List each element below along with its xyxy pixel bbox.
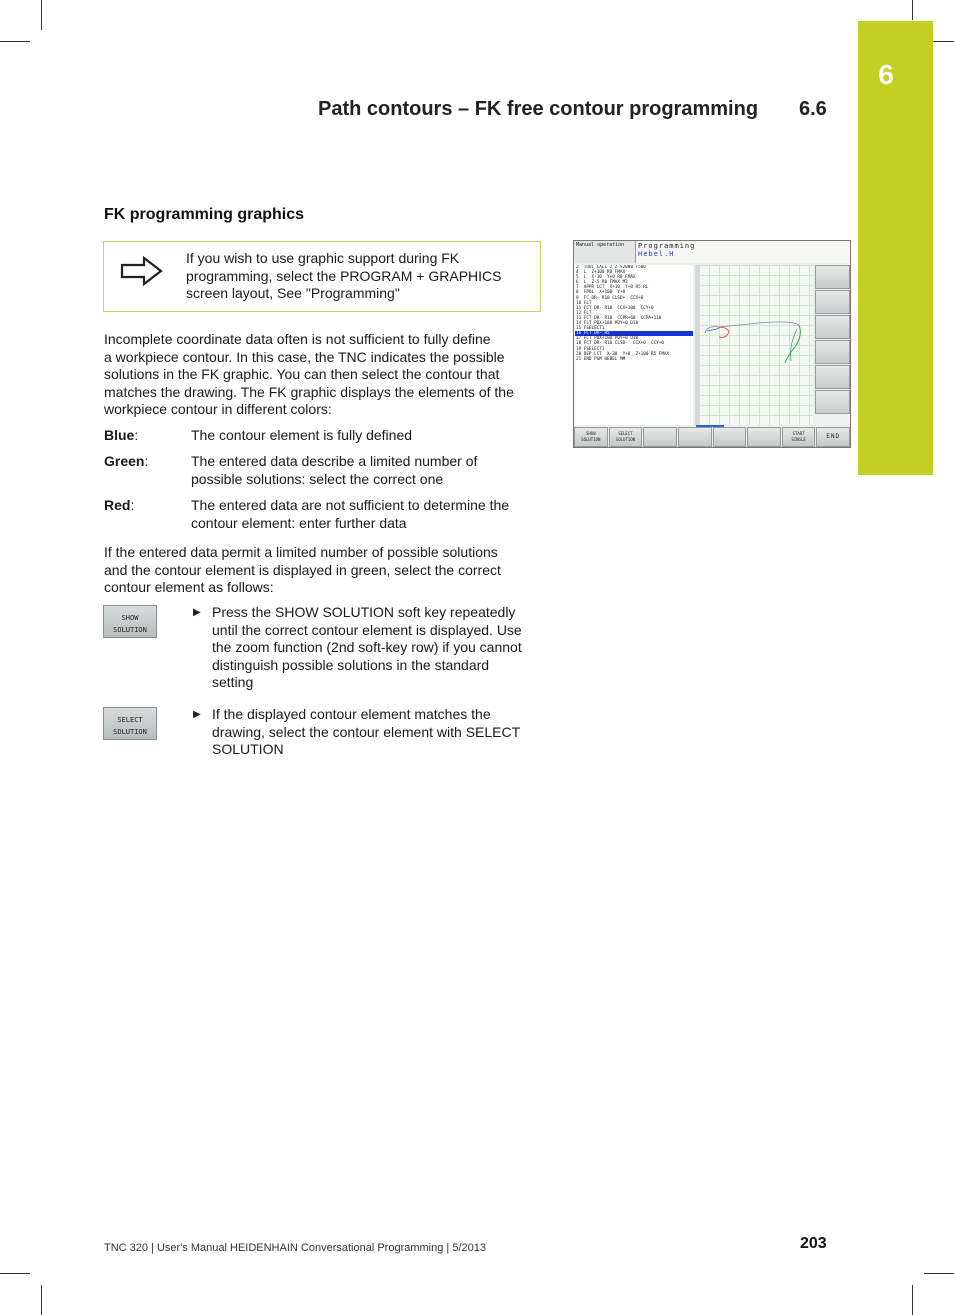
vertical-softkey[interactable] — [815, 265, 850, 289]
text-line: Incomplete coordinate data often is not sufficient to fully define — [104, 331, 491, 347]
program-line[interactable]: 15 FSELECT1 — [576, 326, 605, 332]
program-line[interactable]: 20 DEP LCT X-30 Y+0 Z+100 R5 FMAX — [576, 351, 670, 357]
fk-contour-graphic — [699, 265, 813, 425]
vertical-softkey[interactable] — [815, 290, 850, 314]
text-line: matches the drawing. The FK graphic displays the elements of the — [104, 383, 514, 400]
text-line: If the displayed contour element matches the — [212, 706, 491, 722]
program-listing — [575, 265, 693, 425]
term-label: Green — [104, 453, 145, 469]
softkey-label: SINGLE — [791, 437, 806, 442]
softkey-label: SELECT — [618, 431, 633, 436]
text-line: workpiece contour in different colors: — [104, 401, 332, 417]
term-separator: : — [144, 453, 149, 469]
vertical-softkey[interactable] — [815, 390, 850, 414]
bullet-arrow-icon: ▶ — [193, 709, 201, 720]
horizontal-softkey-bar — [574, 427, 850, 447]
program-line[interactable]: 6 L Z-5 R0 FMAX M3 — [576, 280, 628, 286]
tnc-screenshot — [573, 240, 851, 448]
note-line: If you wish to use graphic support during FK — [186, 250, 460, 266]
crop-mark — [0, 41, 30, 42]
text-line: solutions in the FK graphic. You can then select the contour that — [104, 366, 500, 382]
empty-softkey[interactable] — [747, 427, 781, 447]
program-line[interactable]: 14 FLT PDX+100 PDY+0 D10 — [576, 321, 639, 327]
footer-text: TNC 320 | User's Manual HEIDENHAIN Conversational Programming | 5/2013 — [104, 1242, 486, 1254]
end-softkey[interactable]: END — [816, 427, 850, 447]
step-text — [212, 604, 544, 692]
softkey-label: SOLUTION — [113, 728, 147, 736]
crop-mark — [912, 1285, 913, 1315]
term-label: Blue — [104, 427, 135, 443]
color-definition-green — [191, 453, 536, 488]
right-arrow-icon — [120, 255, 164, 287]
text-line: The entered data are not sufficient to determine the — [191, 497, 510, 513]
note-line: screen layout, See "Programming" — [186, 285, 400, 301]
program-line[interactable]: 8 FPOL X+100 Y+0 — [576, 290, 626, 296]
screen-mode-right — [636, 241, 850, 263]
note-box — [103, 241, 541, 312]
show-solution-softkey[interactable] — [103, 605, 157, 638]
vertical-softkey[interactable] — [815, 340, 850, 364]
text-line: distinguish possible solutions in the standard — [212, 656, 490, 673]
note-text — [186, 250, 531, 303]
text-line: possible solutions: select the correct one — [191, 470, 444, 487]
program-line[interactable]: 7 APPR LCT X+10 Y+0 R5 RL — [576, 285, 649, 291]
vertical-softkey-bar — [815, 265, 850, 415]
chapter-tab — [858, 21, 933, 475]
term-separator: : — [134, 427, 139, 443]
text-line: contour element: enter further data — [191, 514, 407, 531]
crop-mark — [924, 1273, 954, 1274]
crop-mark — [912, 0, 913, 20]
program-line[interactable]: 11 FCT DR- R10 CCX+100 CCY+0 — [576, 305, 654, 311]
program-line[interactable]: 19 FSELECT1 — [576, 346, 605, 352]
running-header-section: 6.6 — [799, 98, 827, 120]
text-line: The entered data describe a limited number of — [191, 453, 478, 469]
empty-softkey[interactable] — [678, 427, 712, 447]
text-line: contour element as follows: — [104, 579, 274, 595]
select-solution-softkey[interactable] — [609, 427, 643, 447]
term-label: Red — [104, 497, 131, 513]
color-definition-red — [191, 497, 536, 532]
text-line: the zoom function (2nd soft-key row) if you cannot — [212, 639, 522, 655]
color-term-green — [104, 453, 148, 471]
text-line: setting — [212, 674, 254, 690]
softkey-label: SELECT — [117, 716, 143, 724]
softkey-label: SHOW — [121, 614, 139, 622]
softkey-label: SHOW — [585, 431, 596, 436]
crop-mark — [0, 1273, 30, 1274]
program-line-selected[interactable]: 16 FCT DR- R5 — [575, 331, 693, 336]
softkey-label: START — [792, 431, 805, 436]
vertical-softkey[interactable] — [815, 365, 850, 389]
text-line: a workpiece contour. In this case, the TNC indicates the possible — [104, 348, 505, 365]
program-line[interactable]: 2 TOOL CALL 2 Z S2000 F500 — [576, 265, 646, 270]
intro-paragraph — [104, 331, 544, 419]
page-number: 203 — [800, 1235, 827, 1252]
running-header-title: Path contours – FK free contour programming — [318, 98, 759, 120]
program-line[interactable]: 4 L Z+100 R0 FMAX — [576, 270, 626, 276]
program-line[interactable]: 9 FC DR- R10 CLSD+ CCX+0 — [576, 295, 644, 301]
text-line: until the correct contour element is displayed. Use — [212, 621, 522, 638]
program-line[interactable]: 18 FCT DR- R10 CLSD- CCX+0 CCY+0 — [576, 341, 664, 347]
color-term-blue — [104, 427, 138, 445]
selection-paragraph — [104, 544, 544, 597]
program-file-name: Hebel.H — [638, 250, 675, 258]
text-line: SOLUTION — [212, 741, 284, 757]
screen-mode-left: Manual operation — [574, 241, 636, 263]
program-line[interactable]: 12 FLT — [576, 310, 592, 316]
step-text — [212, 706, 544, 759]
text-line: drawing, select the contour element with SELECT — [212, 723, 521, 740]
bullet-arrow-icon: ▶ — [193, 607, 201, 618]
start-single-softkey[interactable] — [782, 427, 816, 447]
softkey-label: SOLUTION — [581, 437, 601, 442]
color-term-red — [104, 497, 134, 515]
note-line: programming, select the PROGRAM + GRAPHICS — [186, 267, 502, 284]
select-solution-softkey[interactable] — [103, 707, 157, 740]
text-line: The contour element is fully defined — [191, 427, 413, 443]
empty-softkey[interactable] — [713, 427, 747, 447]
programming-mode-label: Programming — [638, 242, 696, 250]
program-line[interactable]: 5 L X-30 Y+0 R0 FMAX — [576, 275, 636, 281]
empty-softkey[interactable] — [643, 427, 677, 447]
softkey-label: SOLUTION — [113, 626, 147, 634]
program-line[interactable]: 21 END PGM HEBEL MM — [576, 356, 626, 362]
vertical-softkey[interactable] — [815, 315, 850, 339]
text-line: Press the SHOW SOLUTION soft key repeatedly — [212, 604, 516, 620]
text-line: and the contour element is displayed in green, select the correct — [104, 561, 501, 578]
program-line[interactable]: 10 FLT — [576, 300, 592, 306]
text-line: If the entered data permit a limited number of possible solutions — [104, 544, 498, 560]
program-line[interactable]: 17 FCT PDX+100 PDY+0 D10 — [576, 336, 639, 342]
show-solution-softkey[interactable] — [574, 427, 608, 447]
term-separator: : — [130, 497, 135, 513]
fk-graphic-window — [695, 265, 813, 425]
program-line[interactable]: 13 FCT DR- R10 CCPR+60 CCPA+110 — [576, 315, 662, 321]
section-title: FK programming graphics — [104, 206, 305, 223]
chapter-number: 6 — [878, 59, 894, 90]
crop-mark — [41, 1285, 42, 1315]
color-definition-blue — [191, 427, 536, 445]
softkey-label: SOLUTION — [615, 437, 636, 442]
crop-mark — [41, 0, 42, 30]
